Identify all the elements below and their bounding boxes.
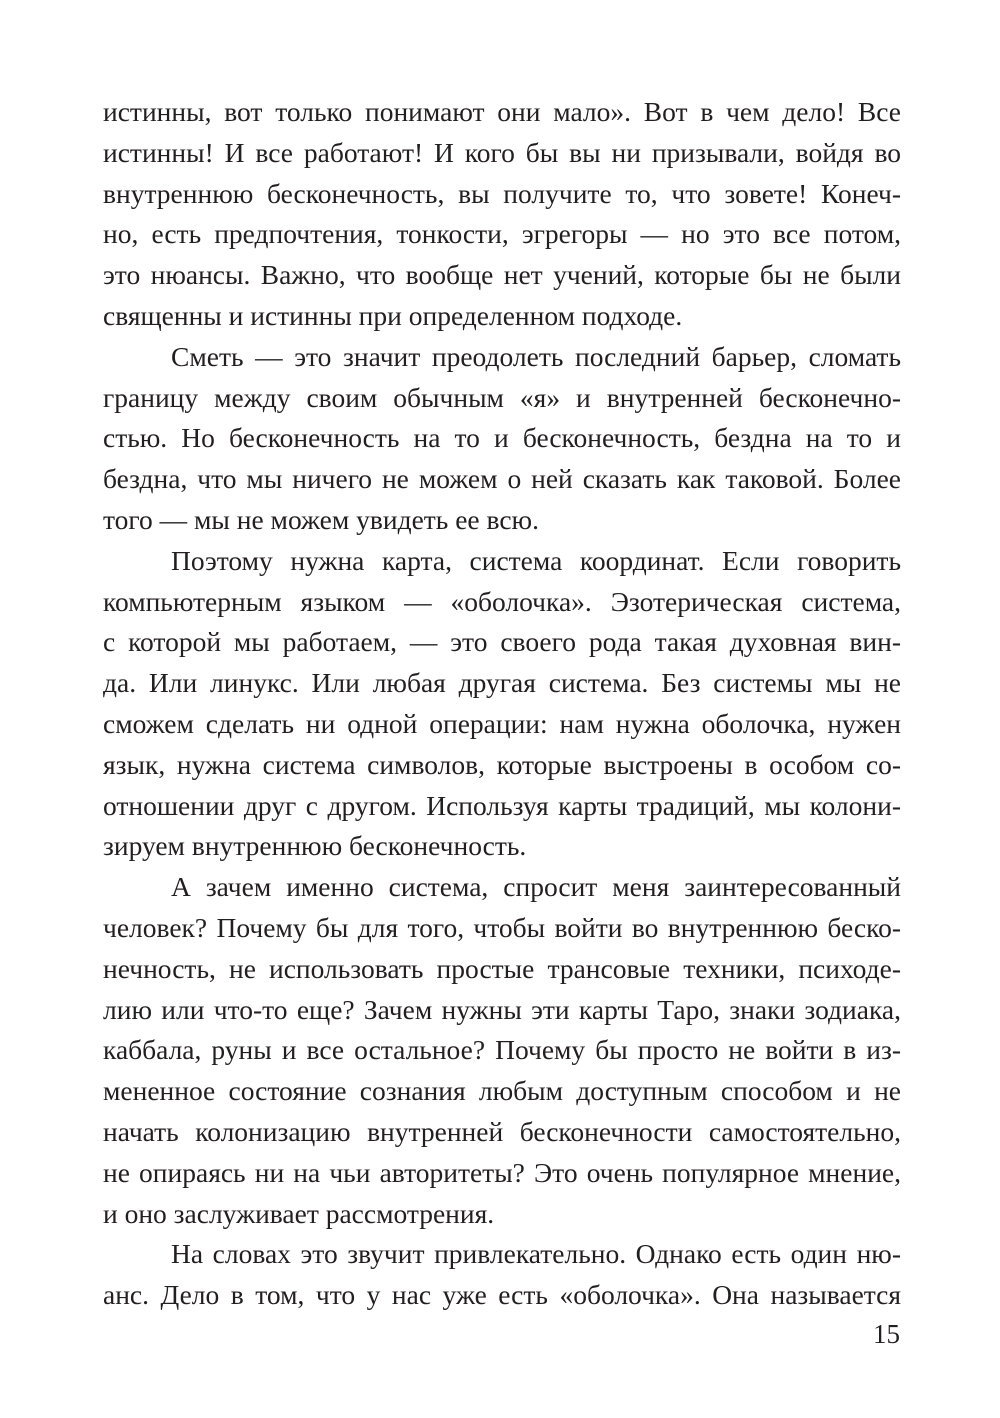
text-line: стью. Но бесконечность на то и бесконечность, бездна на то и (103, 422, 901, 454)
text-line: бездна, что мы ничего не можем о ней сказать как таковой. Более (103, 463, 901, 495)
text-line: язык, нужна система символов, которые выстроены в особом со- (103, 748, 901, 780)
page-body-text (103, 92, 901, 1316)
text-line: зируем внутреннюю бесконечность. (103, 830, 527, 862)
text-line: компьютерным языком — «оболочка». Эзотерическая система, (103, 585, 901, 617)
text-line: мененное состояние сознания любым доступным способом и не (103, 1075, 901, 1107)
text-line: это нюансы. Важно, что вообще нет учений, которые бы не были (103, 259, 901, 291)
text-line: истинны! И все работают! И кого бы вы ни призывали, войдя во (103, 136, 901, 168)
text-line: человек? Почему бы для того, чтобы войти во внутреннюю беско- (103, 911, 901, 943)
text-line: границу между своим обычным «я» и внутренней бесконечно- (103, 381, 901, 413)
paragraph (103, 92, 901, 337)
text-line: отношении друг с другом. Используя карты традиций, мы колони- (103, 789, 901, 821)
text-line: анс. Дело в том, что у нас уже есть «оболочка». Она называется (103, 1279, 901, 1311)
paragraph (103, 1234, 901, 1316)
text-line: да. Или линукс. Или любая другая система. Без системы мы не (103, 667, 901, 699)
paragraph (103, 541, 901, 867)
text-line: и оно заслуживает рассмотрения. (103, 1197, 495, 1229)
text-line: не опираясь ни на чьи авторитеты? Это очень популярное мнение, (103, 1156, 901, 1188)
paragraph (103, 337, 901, 541)
text-line: сможем сделать ни одной операции: нам нужна оболочка, нужен (103, 707, 901, 739)
text-line: Поэтому нужна карта, система координат. Если говорить (171, 544, 901, 576)
text-line: внутреннюю бесконечность, вы получите то, что зовете! Конеч- (103, 177, 901, 209)
text-line: каббала, руны и все остальное? Почему бы просто не войти в из- (103, 1034, 901, 1066)
text-line: священны и истинны при определенном подходе. (103, 299, 683, 331)
text-line: лию или что-то еще? Зачем нужны эти карты Таро, знаки зодиака, (103, 993, 901, 1025)
text-line: А зачем именно система, спросит меня заинтересованный (171, 871, 901, 903)
page-number: 15 (873, 1319, 900, 1349)
text-line: истинны, вот только понимают они мало». Вот в чем дело! Все (103, 96, 901, 127)
text-line: Сметь — это значит преодолеть последний барьер, сломать (171, 340, 901, 372)
text-line: того — мы не можем увидеть ее всю. (103, 503, 539, 535)
text-line: начать колонизацию внутренней бесконечности самостоятельно, (103, 1115, 901, 1147)
text-line: На словах это звучит привлекательно. Однако есть один ню- (171, 1238, 901, 1270)
text-line: нечность, не использовать простые трансовые техники, психоде- (103, 952, 901, 984)
text-line: но, есть предпочтения, тонкости, эгрегоры — но это все потом, (103, 218, 901, 250)
text-line: с которой мы работаем, — это своего рода такая духовная вин- (103, 626, 901, 658)
paragraph (103, 867, 901, 1234)
